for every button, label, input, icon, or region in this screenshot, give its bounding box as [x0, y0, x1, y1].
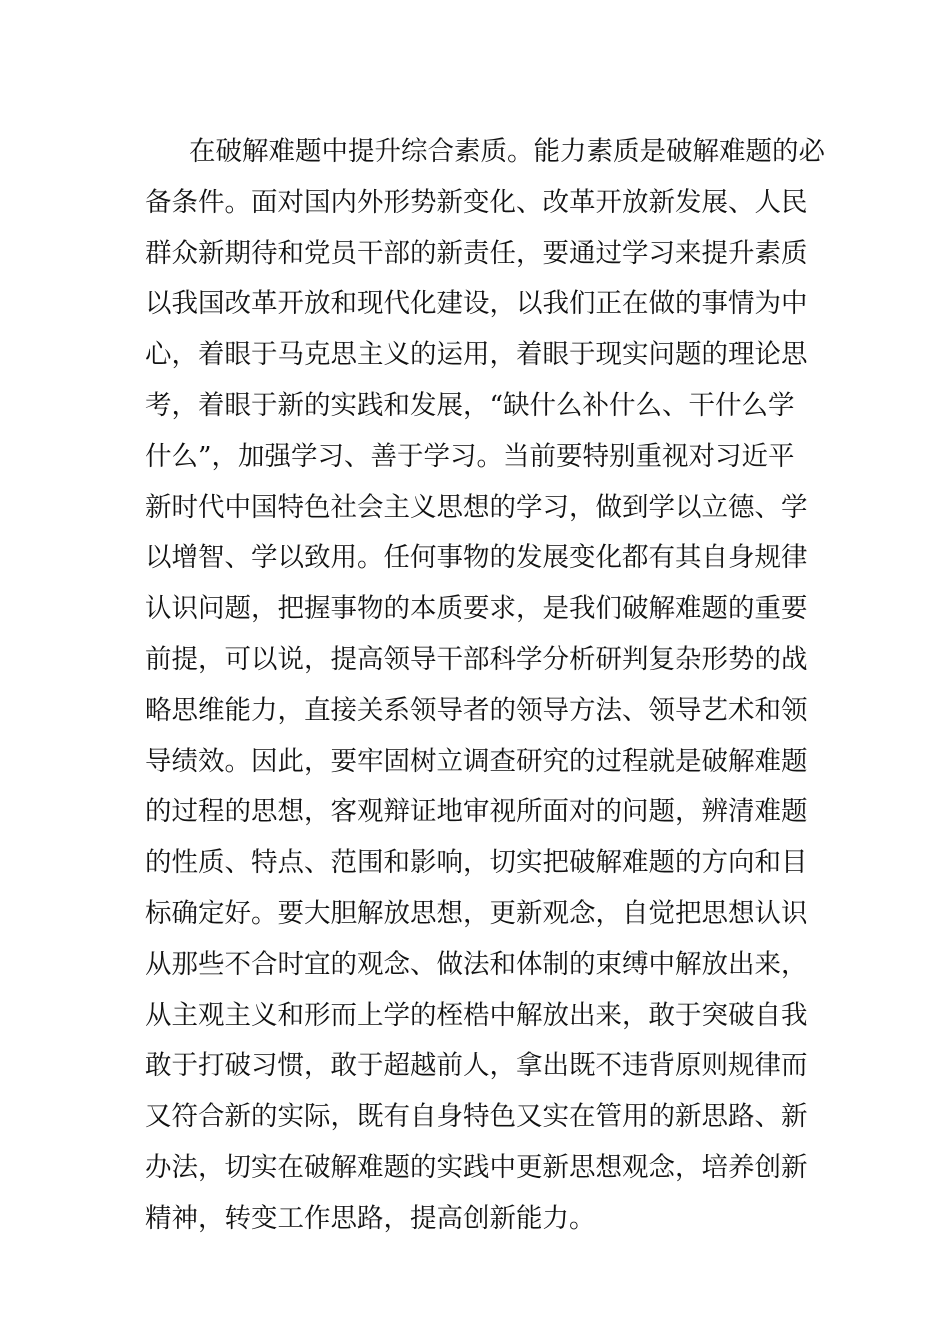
text-line-1: 在破解难题中提升综合素质。能力素质是破解难题的必: [189, 136, 825, 167]
text-line-6: 考，着眼于新的实践和发展，“缺什么补什么、干什么学: [145, 389, 795, 421]
text-line-10: 认识问题，把握事物的本质要求，是我们破解难题的重要: [145, 593, 808, 625]
text-line-17: 从那些不合时宜的观念、做法和体制的束缚中解放出来，: [145, 948, 808, 980]
text-line-9: 以增智、学以致用。任何事物的发展变化都有其自身规律: [145, 542, 808, 574]
text-line-18: 从主观主义和形而上学的桎梏中解放出来，敢于突破自我: [145, 999, 808, 1031]
text-line-13: 导绩效。因此，要牢固树立调查研究的过程就是破解难题: [145, 745, 808, 777]
text-line-15: 的性质、特点、范围和影响，切实把破解难题的方向和目: [145, 847, 808, 879]
text-line-7: 什么”，加强学习、善于学习。当前要特别重视对习近平: [145, 440, 795, 472]
text-line-11: 前提，可以说，提高领导干部科学分析研判复杂形势的战: [145, 643, 808, 675]
text-line-20: 又符合新的实际，既有自身特色又实在管用的新思路、新: [145, 1101, 808, 1133]
text-line-14: 的过程的思想，客观辩证地审视所面对的问题，辨清难题: [145, 796, 808, 828]
text-line-21: 办法，切实在破解难题的实践中更新思想观念，培养创新: [145, 1151, 808, 1183]
text-line-19: 敢于打破习惯，敢于超越前人，拿出既不违背原则规律而: [145, 1050, 808, 1082]
text-line-3: 群众新期待和党员干部的新责任，要通过学习来提升素质: [145, 237, 808, 269]
text-line-8: 新时代中国特色社会主义思想的学习，做到学以立德、学: [145, 491, 808, 523]
body-paragraph: [145, 127, 825, 1245]
text-line-16: 标确定好。要大胆解放思想，更新观念，自觉把思想认识: [145, 897, 808, 929]
text-line-4: 以我国改革开放和现代化建设，以我们正在做的事情为中: [145, 288, 808, 320]
text-line-12: 略思维能力，直接关系领导者的领导方法、领导艺术和领: [145, 694, 808, 726]
text-line-5: 心，着眼于马克思主义的运用，着眼于现实问题的理论思: [145, 339, 808, 371]
text-line-2: 备条件。面对国内外形势新变化、改革开放新发展、人民: [145, 186, 808, 218]
text-line-22: 精神，转变工作思路，提高创新能力。: [145, 1202, 596, 1234]
